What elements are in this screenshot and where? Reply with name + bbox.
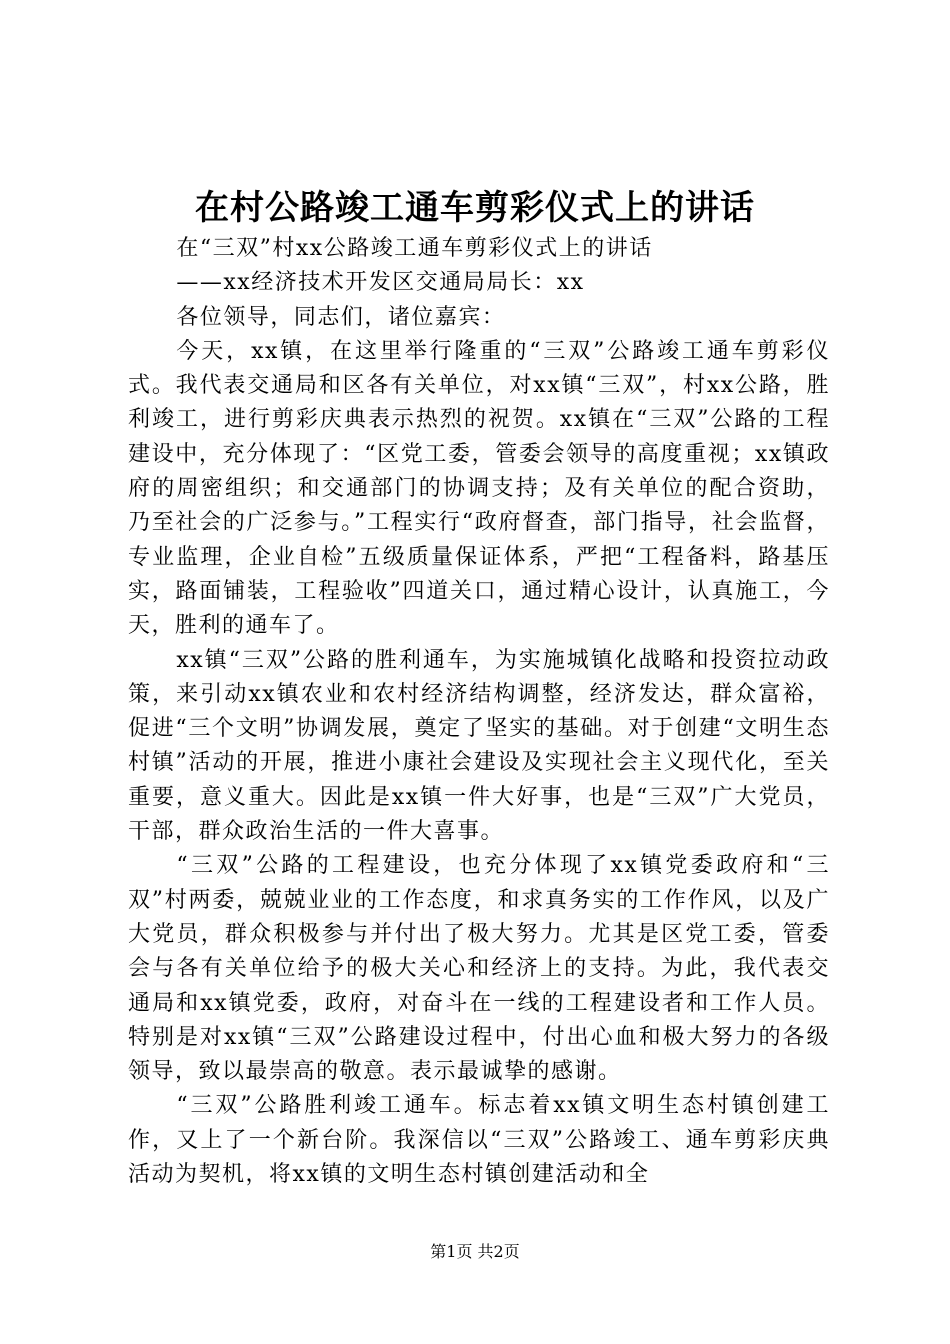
page-number-footer: 第1页 共2页 [430,1242,520,1261]
document-body [128,232,830,1192]
subtitle-line: 在“三双”村xx公路竣工通车剪彩仪式上的讲话 [176,236,653,261]
body-paragraph: “三双”公路的工程建设，也充分体现了xx镇党委政府和“三双”村两委，兢兢业业的工作态度，和求真务实的工作作风，以及广大党员，群众积极参与并付出了极大努力。尤其是区党工委，管委会与各有关单位给予的极大关心和经济上的支持。为此，我代表交通局和xx镇党委，政府，对奋斗在一线的工程建设者和工作人员。特别是对xx镇“三双”公路建设过程中，付出心血和极大努力的各级领导，致以最崇高的敬意。表示最诚挚的感谢。 [128,853,830,1085]
document-title: 在村公路竣工通车剪彩仪式上的讲话 [195,188,755,228]
body-paragraph: xx镇“三双”公路的胜利通车，为实施城镇化战略和投资拉动政策，来引动xx镇农业和农村经济结构调整，经济发达，群众富裕，促进“三个文明”协调发展，奠定了坚实的基础。对于创建“文明生态村镇”活动的开展，推进小康社会建设及实现社会主义现代化，至关重要，意义重大。因此是xx镇一件大好事，也是“三双”广大党员，干部，群众政治生活的一件大喜事。 [128,647,830,845]
speaker-line: ——xx经济技术开发区交通局局长：xx [176,270,585,296]
salutation: 各位领导，同志们，诸位嘉宾： [176,304,506,330]
body-paragraph: “三双”公路胜利竣工通车。标志着xx镇文明生态村镇创建工作，又上了一个新台阶。我深信以“三双”公路竣工、通车剪彩庆典活动为契机，将xx镇的文明生态村镇创建活动和全 [128,1093,830,1188]
body-paragraph: 今天，xx镇，在这里举行隆重的“三双”公路竣工通车剪彩仪式。我代表交通局和区各有关单位，对xx镇“三双”，村xx公路，胜利竣工，进行剪彩庆典表示热烈的祝贺。xx镇在“三双”公路的工程建设中，充分体现了：“区党工委，管委会领导的高度重视；xx镇政府的周密组织；和交通部门的协调支持；及有关单位的配合资助，乃至社会的广泛参与。”工程实行“政府督查，部门指导，社会监督，专业监理，企业自检”五级质量保证体系，严把“工程备料，路基压实，路面铺装，工程验收”四道关口，通过精心设计，认真施工，今天，胜利的通车了。 [128,338,830,639]
